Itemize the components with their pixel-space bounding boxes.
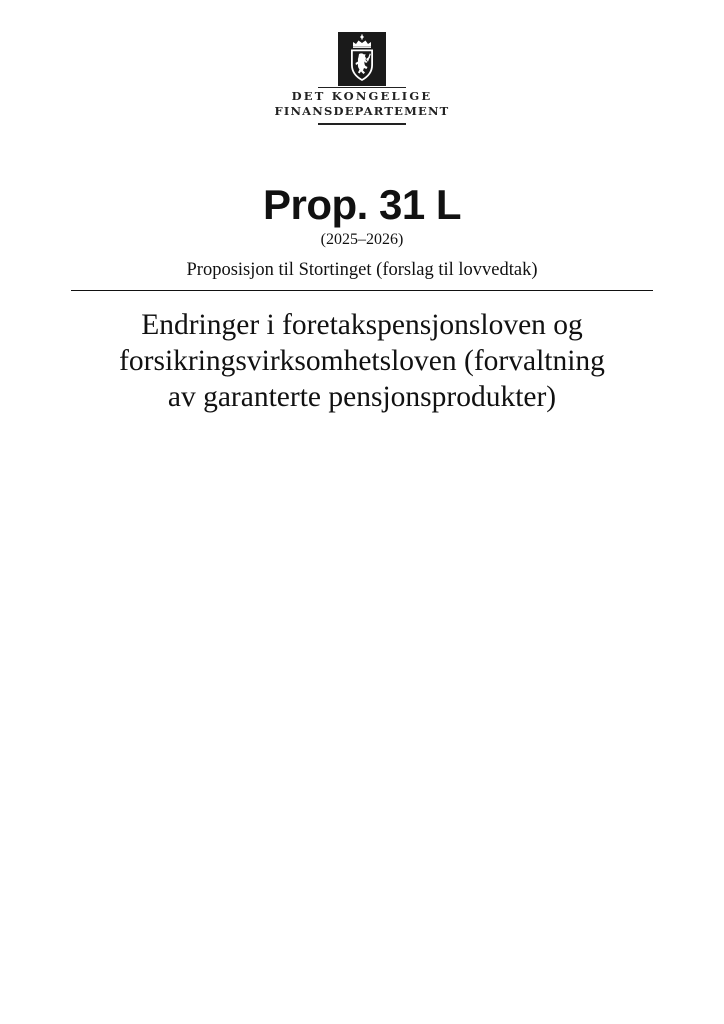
- logo-divider-top: [318, 87, 406, 88]
- ministry-name-line1: DET KONGELIGE: [291, 89, 433, 103]
- document-title: [60, 307, 664, 415]
- proposition-subtitle: Proposisjon til Stortinget (forslag til lovvedtak): [186, 260, 538, 280]
- session-years: (2025–2026): [320, 231, 404, 248]
- logo-divider-bottom: [318, 123, 406, 125]
- document-title-line: Endringer i foretakspensjonsloven og: [141, 309, 583, 341]
- title-divider: [71, 290, 653, 291]
- proposition-number: Prop. 31 L: [262, 181, 462, 228]
- ministry-logo: [274, 32, 450, 128]
- document-title-line: av garanterte pensjonsprodukter): [167, 381, 557, 413]
- ministry-name-line2: FINANSDEPARTEMENT: [274, 104, 450, 118]
- coat-of-arms-icon: [338, 32, 386, 86]
- document-title-line: forsikringsvirksomhetsloven (forvaltning: [119, 345, 605, 377]
